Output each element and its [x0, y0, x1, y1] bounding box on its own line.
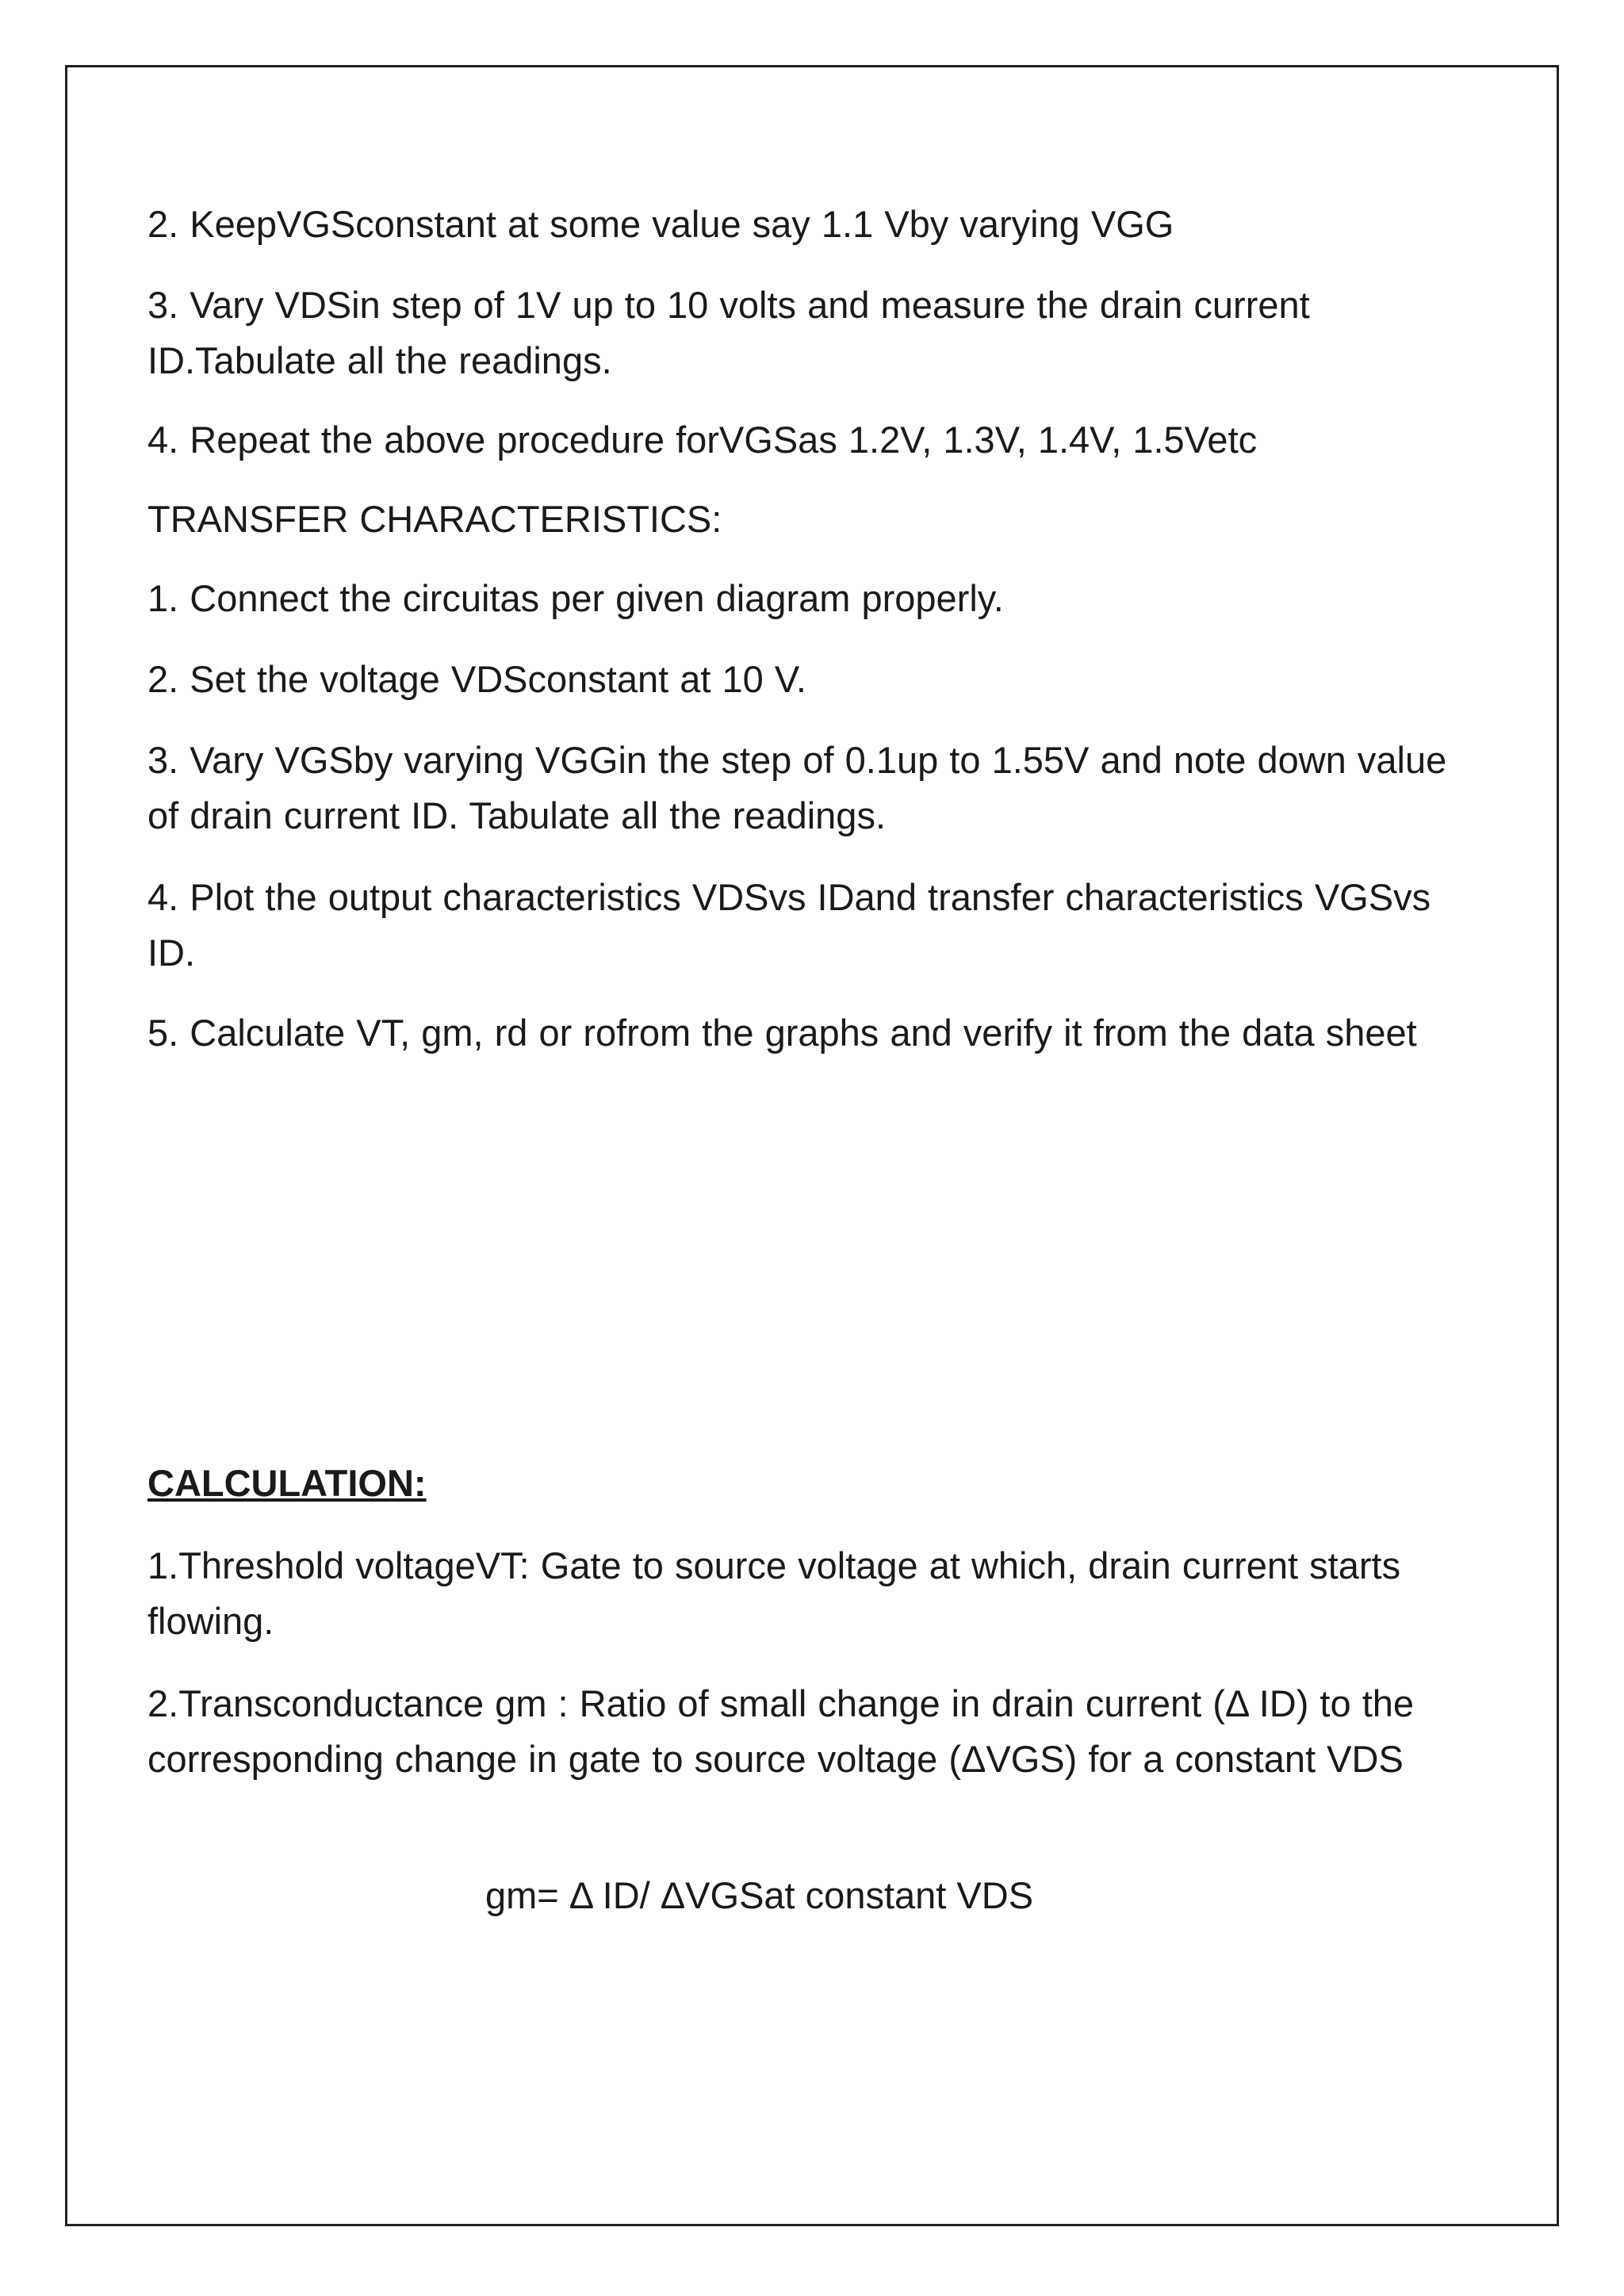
transfer-step-1: 1. Connect the circuitas per given diagram properly. [147, 577, 1004, 619]
calculation-transconductance: 2.Transconductance gm : Ratio of small change in drain current (Δ ID) to the corresponding change in gate to source voltage (ΔVGS) for a constant VDS [147, 1682, 1415, 1780]
output-step-2: 2. KeepVGSconstant at some value say 1.1 Vby varying VGG [147, 203, 1174, 245]
transconductance-formula: gm= Δ ID/ ΔVGSat constant VDS [485, 1874, 1034, 1916]
calculation-threshold-voltage: 1.Threshold voltageVT: Gate to source voltage at which, drain current starts flowing. [147, 1544, 1401, 1642]
transfer-step-4: 4. Plot the output characteristics VDSvs IDand transfer characteristics VGSvs ID. [147, 876, 1431, 974]
transfer-step-5: 5. Calculate VT, gm, rd or rofrom the graphs and verify it from the data sheet [147, 1012, 1417, 1054]
output-step-3: 3. Vary VDSin step of 1V up to 10 volts and measure the drain current ID.Tabulate all the readings. [147, 284, 1310, 381]
transfer-step-2: 2. Set the voltage VDSconstant at 10 V. [147, 658, 806, 700]
transfer-characteristics-heading: TRANSFER CHARACTERISTICS: [147, 498, 722, 540]
transfer-step-3: 3. Vary VGSby varying VGGin the step of 0.1up to 1.55V and note down value of drain current ID. Tabulate all the readings. [147, 739, 1447, 836]
calculation-heading: CALCULATION: [147, 1462, 427, 1504]
output-step-4: 4. Repeat the above procedure forVGSas 1.2V, 1.3V, 1.4V, 1.5Vetc [147, 419, 1258, 461]
